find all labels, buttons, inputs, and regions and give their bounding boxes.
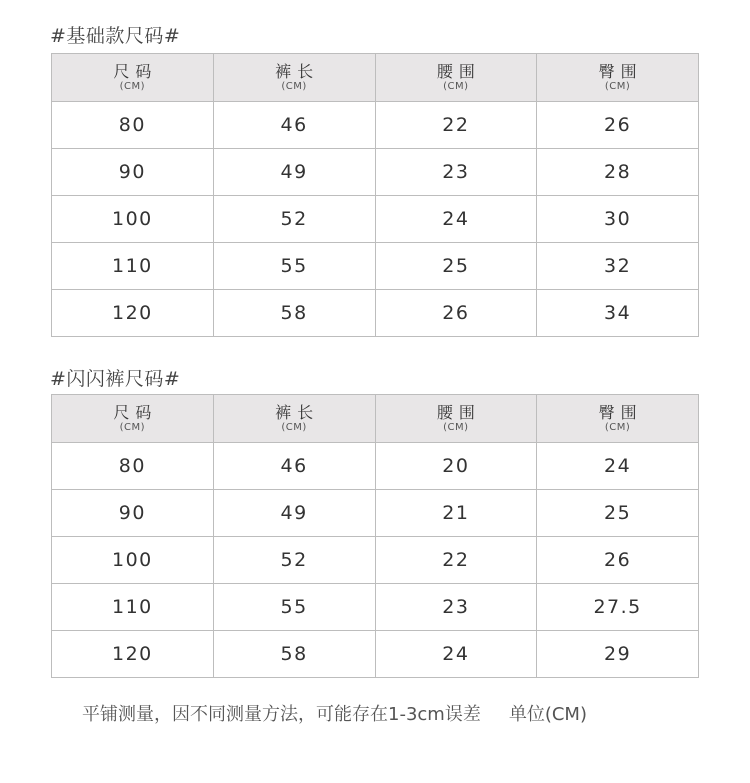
table-header-row [52, 395, 699, 443]
section-title-basic: #基础款尺码# [50, 25, 181, 47]
cell-hip: 26 [537, 102, 699, 149]
cell-hip: 34 [537, 290, 699, 337]
cell-size: 90 [52, 490, 214, 537]
cell-size: 80 [52, 443, 214, 490]
header-unit: (CM) [604, 421, 631, 433]
unit-label: 单位(CM) [508, 704, 587, 725]
header-pants-length [213, 54, 375, 102]
table-row [52, 537, 699, 584]
header-label: 臀围 [598, 402, 643, 422]
table-row [52, 584, 699, 631]
table-row [52, 102, 699, 149]
header-pants-length [213, 395, 375, 443]
table-row [52, 631, 699, 678]
header-hip [537, 395, 699, 443]
cell-pants-length: 46 [213, 443, 375, 490]
measurement-note [82, 700, 587, 726]
cell-pants-length: 49 [213, 490, 375, 537]
cell-hip: 24 [537, 443, 699, 490]
header-waist [375, 395, 537, 443]
cell-pants-length: 46 [213, 102, 375, 149]
cell-hip: 29 [537, 631, 699, 678]
cell-waist: 24 [375, 196, 537, 243]
header-label: 尺码 [113, 61, 158, 81]
cell-size: 110 [52, 584, 214, 631]
cell-pants-length: 58 [213, 290, 375, 337]
cell-size: 80 [52, 102, 214, 149]
cell-waist: 21 [375, 490, 537, 537]
header-label: 腰围 [436, 61, 481, 81]
cell-pants-length: 52 [213, 196, 375, 243]
table-row [52, 196, 699, 243]
cell-size: 110 [52, 243, 214, 290]
cell-hip: 26 [537, 537, 699, 584]
section-title-sparkle: #闪闪裤尺码# [50, 368, 181, 390]
table-row [52, 490, 699, 537]
cell-waist: 22 [375, 537, 537, 584]
header-hip [537, 54, 699, 102]
header-label: 裤长 [275, 61, 320, 81]
header-unit: (CM) [119, 80, 146, 92]
cell-size: 90 [52, 149, 214, 196]
header-label: 臀围 [598, 61, 643, 81]
cell-pants-length: 55 [213, 584, 375, 631]
cell-pants-length: 52 [213, 537, 375, 584]
header-unit: (CM) [281, 421, 307, 433]
cell-pants-length: 49 [213, 149, 375, 196]
cell-hip: 25 [537, 490, 699, 537]
header-label: 腰围 [436, 402, 481, 422]
table-header-row [52, 54, 699, 102]
size-table-basic [51, 53, 699, 337]
cell-hip: 32 [537, 243, 699, 290]
header-unit: (CM) [119, 421, 146, 433]
cell-waist: 24 [375, 631, 537, 678]
size-table-sparkle [51, 394, 699, 678]
cell-hip: 27.5 [537, 584, 699, 631]
cell-size: 100 [52, 537, 214, 584]
cell-pants-length: 55 [213, 243, 375, 290]
header-label: 裤长 [275, 402, 320, 422]
header-unit: (CM) [443, 80, 469, 92]
cell-size: 120 [52, 631, 214, 678]
header-waist [375, 54, 537, 102]
header-size [52, 54, 214, 102]
table-row [52, 443, 699, 490]
cell-waist: 25 [375, 243, 537, 290]
cell-waist: 22 [375, 102, 537, 149]
cell-waist: 23 [375, 584, 537, 631]
cell-waist: 20 [375, 443, 537, 490]
table-row [52, 149, 699, 196]
measurement-note-text: 平铺测量，因不同测量方法，可能存在1-3cm误差 [82, 704, 481, 725]
header-unit: (CM) [281, 80, 307, 92]
cell-size: 120 [52, 290, 214, 337]
table-row [52, 243, 699, 290]
cell-size: 100 [52, 196, 214, 243]
cell-waist: 26 [375, 290, 537, 337]
header-size [52, 395, 214, 443]
cell-hip: 28 [537, 149, 699, 196]
cell-waist: 23 [375, 149, 537, 196]
header-unit: (CM) [604, 80, 631, 92]
cell-hip: 30 [537, 196, 699, 243]
header-unit: (CM) [443, 421, 469, 433]
cell-pants-length: 58 [213, 631, 375, 678]
table-row [52, 290, 699, 337]
header-label: 尺码 [113, 402, 158, 422]
